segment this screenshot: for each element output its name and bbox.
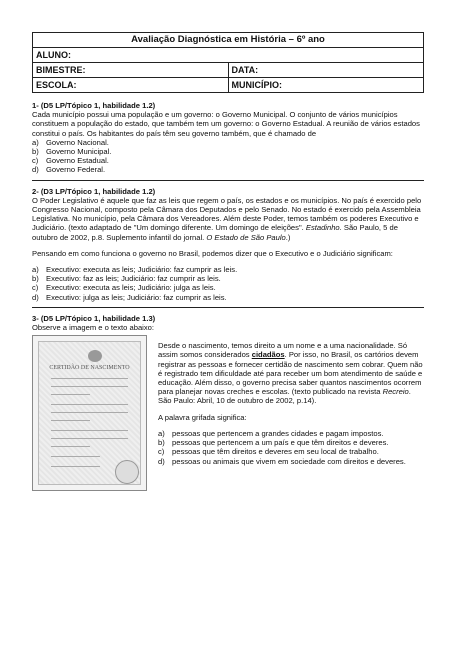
question-1-option-c[interactable]: c) Governo Estadual. <box>32 156 109 166</box>
question-1-option-d[interactable]: d) Governo Federal. <box>32 165 106 175</box>
question-3-option-d[interactable]: d) pessoas ou animais que vivem em sociedade com direitos e deveres. <box>158 456 406 466</box>
question-3-prompt: A palavra grifada significa: <box>158 412 247 422</box>
municipality-field: MUNICÍPIO: <box>228 78 424 93</box>
question-2 <box>32 187 424 302</box>
divider <box>32 180 424 181</box>
bimester-field: BIMESTRE: <box>33 63 229 78</box>
question-1-option-b[interactable]: b) Governo Municipal. <box>32 147 112 157</box>
question-3-instruction: Observe a imagem e o texto abaixo: <box>32 323 154 333</box>
question-2-option-a[interactable]: a) Executivo: executa as leis; Judiciário: faz cumprir as leis. <box>32 265 238 275</box>
date-field: DATA: <box>228 63 424 78</box>
question-2-option-d[interactable]: d) Executivo: julga as leis; Judiciário: faz cumprir as leis. <box>32 292 227 302</box>
seal-icon <box>115 460 139 484</box>
school-field: ESCOLA: <box>33 78 229 93</box>
question-2-prompt: Pensando em como funciona o governo no Brasil, podemos dizer que o Executivo e o Judiciário significam: <box>32 248 393 258</box>
question-1-option-a[interactable]: a) Governo Nacional. <box>32 137 109 147</box>
question-2-option-c[interactable]: c) Executivo: executa as leis; Judiciário: julga as leis. <box>32 283 216 293</box>
question-2-option-b[interactable]: b) Executivo: faz as leis; Judiciário: faz cumprir as leis. <box>32 274 221 284</box>
question-3 <box>32 314 424 505</box>
question-3-passage <box>158 335 424 465</box>
certificate-title: CERTIDÃO DE NASCIMENTO <box>49 365 130 372</box>
highlighted-word: cidadãos <box>251 350 285 360</box>
header-table <box>32 32 424 93</box>
question-2-header: 2- (D3 LP/Tópico 1, habilidade 1.2) <box>32 186 156 196</box>
question-1-text: Cada município possui uma população e um governo: o Governo Municipal. O conjunto de vários municípios constituem a população do estado, que também tem um governo: o Governo Estadual. A reunião de vários estados constitui o país. Os habitantes do país têm seu governo também, que é chamado de <box>32 110 420 138</box>
question-1-header: 1- (D5 LP/Tópico 1, habilidade 1.2) <box>32 101 156 110</box>
question-2-text: O Poder Legislativo é aquele que faz as leis que regem o país, os estados e os municípios. No país é exercido pelo Congresso Nacional, composto pela Câmara dos Deputados e pelo Senado. No estado é exercido pela Assembleia Legislativa. No município, pela Câmara dos Vereadores. Além deste Poder, temos também os poderes Executivo e Judiciário. (texto adaptado de "Um domingo diferente. Um domingo de eleições". Estadinho. São Paulo, 5 de outubro de 2002, p.8. Suplemento infantil do jornal. O Estado de São Paulo.) <box>32 195 422 242</box>
exam-page <box>32 32 424 505</box>
birth-certificate-image <box>32 335 147 491</box>
exam-title: Avaliação Diagnóstica em História – 6º ano <box>33 33 424 48</box>
question-3-option-c[interactable]: c) pessoas que têm direitos e deveres em seu local de trabalho. <box>158 447 379 457</box>
student-field: ALUNO: <box>33 48 424 63</box>
question-3-option-a[interactable]: a) pessoas que pertencem a grandes cidades e pagam impostos. <box>158 428 384 438</box>
question-3-header: 3- (D5 LP/Tópico 1, habilidade 1.3) <box>32 313 156 323</box>
question-3-option-b[interactable]: b) pessoas que pertencem a um país e que têm direitos e deveres. <box>158 438 389 448</box>
divider <box>32 307 424 308</box>
coat-of-arms-icon <box>88 350 102 362</box>
question-3-text: Desde o nascimento, temos direito a um nome e a uma nacionalidade. Só assim somos considerados cidadãos. Por isso, no Brasil, os cartórios devem registrar as pessoas e fornecer certidão de nascimento sem cobrar. Quem não é registrado tem dificuldade até para receber um bom atendimento de saúde e educação. Além disso, o governo precisa saber quantos nascimentos ocorrem para planejar novas creches e escolas. (texto publicado na revista Recreio. São Paulo: Abril, 10 de outubro de 2002, p.14). <box>158 341 423 406</box>
question-1 <box>32 101 424 175</box>
